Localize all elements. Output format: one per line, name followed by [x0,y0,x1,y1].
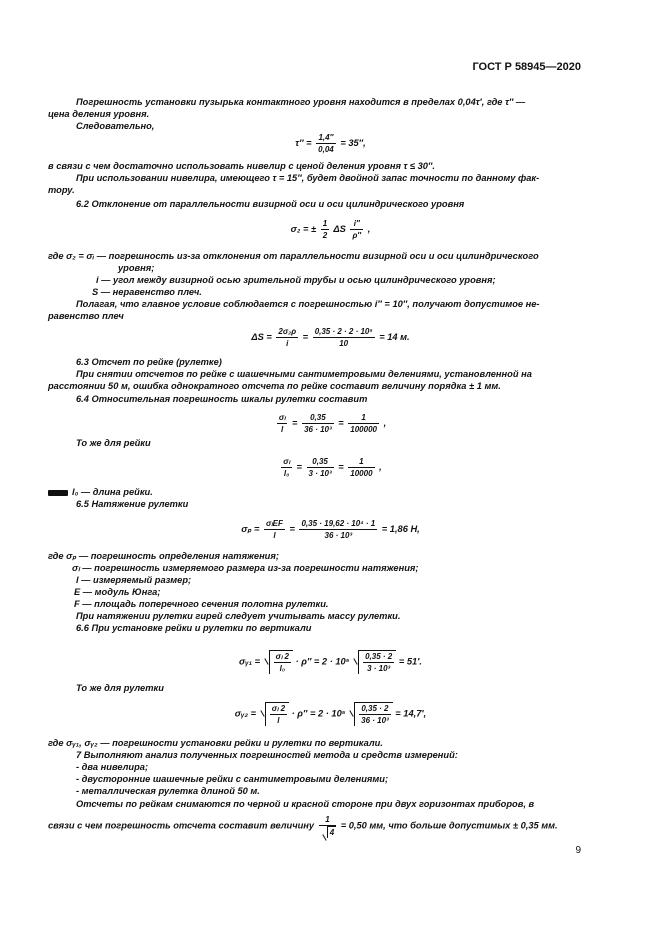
formula-sigma-y1: σᵧ₁ = $\frac{\text{σₗ 2}}{\text{l₀}}$ · ρ″ = 2 · 10⁵ $\frac{0,35 \cdot 2}{\text{3 · 10³}}$ = 51′. [239,652,422,673]
formula-tape-scale: $\frac{\text{σₗ}}{l}$ = $\frac{0,35}{\text{36 · 10³}}$ = $\frac{1}{100000}$ , [278,413,387,434]
text-line: Полагая, что главное условие соблюдается с погрешностью i″ = 10″, получают допустимое не- [76,299,540,309]
text-line: l₀ — длина рейки. [48,486,153,498]
formula-tau: τ″ = $\frac{1,4''}{0,04}$ = 35″, [295,133,366,154]
section-heading: 6.3 Отсчет по рейке (рулетке) [76,357,222,367]
list-item: - металлическая рулетка длиной 50 м. [76,786,260,796]
section-heading: 6.6 При установке рейки и рулетки по вертикали [76,623,312,633]
formula-sigma2: σ₂ = ± $\frac{1}{2}$ ΔS $\frac{i''}{\rho''}$ , [290,219,371,240]
text-line: где σₚ — погрешность определения натяжения; [48,551,279,561]
text-line: тору. [48,185,75,195]
section-heading: 6.2 Отклонение от параллельности визирной оси и оси цилиндрического уровня [76,199,465,209]
page-number: 9 [575,845,581,856]
text-line: F — площадь поперечного сечения полотна рулетки. [74,599,329,609]
section-heading: 6.4 Относительная погрешность шкалы рулетки составит [76,394,368,404]
text-line: σₗ — погрешность измеряемого размера из-за погрешности натяжения; [72,563,419,573]
section-heading: 6.5 Натяжение рулетки [76,499,189,509]
text-line: уровня; [118,263,155,273]
text-line: i — угол между визирной осью зрительной трубы и осью цилиндрического уровня; [96,275,496,285]
list-item: - два нивелира; [76,762,149,772]
text-line: То же для рулетки [76,683,164,693]
section-heading: 7 Выполняют анализ полученных погрешностей метода и средств измерений: [76,750,458,760]
formula-sigma-y2: σᵧ₂ = $\frac{\text{σₗ 2}}{l}$ · ρ″ = 2 · 10⁵ $\frac{0,35 \cdot 2}{\text{36 · 10³}}$ = 14,7′, [234,704,427,725]
text-line: При снятии отсчетов по рейке с шашечными сантиметровыми делениями, установленной на [76,369,532,379]
text-line: То же для рейки [76,438,151,448]
text-line: цена деления уровня. [48,109,150,119]
formula-staff-scale: $\frac{\text{σₗ}}{\text{l₀}}$ = $\frac{0,35}{\text{3 · 10³}}$ = $\frac{1}{10000}$ , [283,457,382,478]
text-line: Погрешность установки пузырька контактного уровня находится в пределах 0,04τ′, где τ″ — [76,97,526,107]
text-line: в связи с чем достаточно использовать нивелир с ценой деления уровня τ ≤ 30″. [48,161,435,171]
text-line: S — неравенство плеч. [92,287,202,297]
text-line: При использовании нивелира, имеющего τ = 15″, будет двойной запас точности по данному фак- [76,173,540,183]
text-line: E — модуль Юнга; [74,587,161,597]
text-line: расстоянии 50 м, ошибка однократного отсчета по рейке составит величину порядка ± 1 мм. [48,381,501,391]
text-line: Следовательно, [76,121,155,131]
text-line: где σᵧ₁, σᵧ₂ — погрешности установки рейки и рулетки по вертикали. [48,738,383,748]
text-line: равенство плеч [48,311,124,321]
text-line: При натяжении рулетки гирей следует учитывать массу рулетки. [76,611,401,621]
redaction-mark [48,490,68,496]
formula-tension: σₚ = $\frac{\text{σₗEF}}{l}$ = $\frac{\text{0,35 · 19,62 · 10⁴ · 1}}{\text{36 · 10³}}$ = 1,86 Н, [241,519,420,540]
text-line: l — измеряемый размер; [76,575,192,585]
formula-delta-s: ΔS = $\frac{\text{2σ₂ρ}}{i}$ = $\frac{\text{0,35 · 2 · 2 · 10⁵}}{10}$ = 14 м. [251,327,410,348]
text-line: связи с чем погрешность отсчета составит величину $\frac{1}{4}$ = 0,50 мм, что больше допустимых ± 0,35 мм. [48,815,558,837]
list-item: - двусторонние шашечные рейки с сантиметровыми делениями; [76,774,389,784]
text-line: Отсчеты по рейкам снимаются по черной и красной стороне при двух горизонтах приборов, в [76,799,535,809]
document-code: ГОСТ Р 58945—2020 [472,61,581,73]
text-line: где σ₂ = σᵢ — погрешность из-за отклонения от параллельности визирной оси и оси цилиндрического [48,251,539,261]
